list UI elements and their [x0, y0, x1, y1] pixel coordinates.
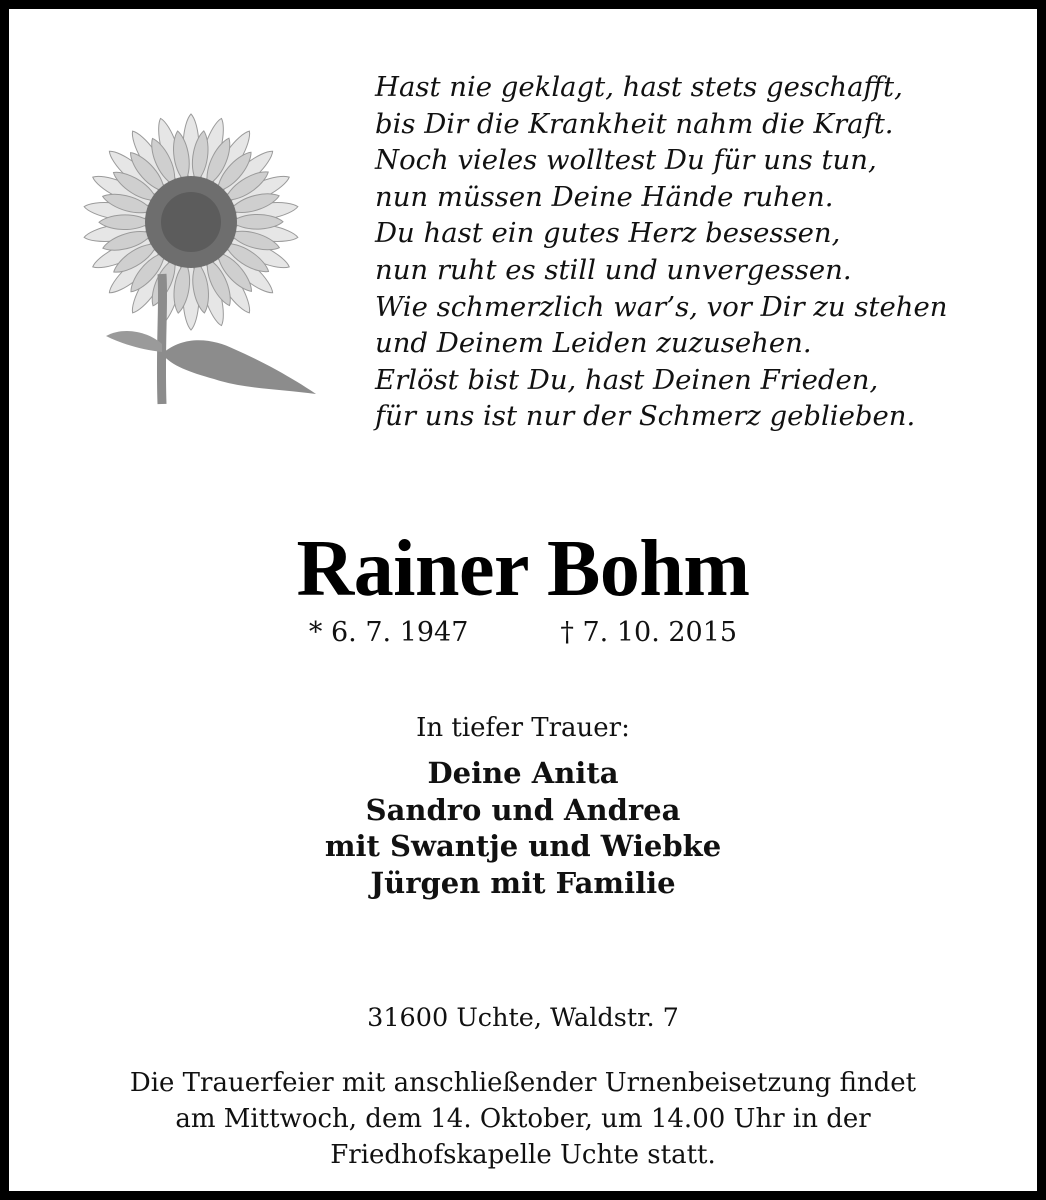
- poem-line: bis Dir die Krankheit nahm die Kraft.: [375, 107, 894, 140]
- poem-line: Hast nie geklagt, hast stets geschafft,: [375, 71, 903, 103]
- funeral-line: am Mittwoch, dem 14. Oktober, um 14.00 Uhr in der: [175, 1104, 871, 1134]
- funeral-info: [39, 1065, 1007, 1173]
- funeral-line: Die Trauerfeier mit anschließender Urnenbeisetzung findet: [129, 1068, 917, 1098]
- poem-line: Erlöst bist Du, hast Deinen Frieden,: [375, 363, 879, 396]
- deceased-name: Rainer Bohm: [296, 525, 750, 613]
- funeral-line: Friedhofskapelle Uchte statt.: [330, 1140, 716, 1170]
- poem-line: Du hast ein gutes Herz besessen,: [375, 217, 841, 250]
- poem-line: Noch vieles wolltest Du für uns tun,: [375, 144, 877, 177]
- sunflower-leaf-left: [106, 331, 162, 352]
- sunflower-center-inner: [161, 192, 221, 252]
- poem-line: und Deinem Leiden zuzusehen.: [375, 327, 812, 360]
- sunflower-icon: [64, 104, 324, 409]
- life-dates: [9, 613, 1037, 653]
- mourner: Sandro und Andrea: [365, 792, 681, 827]
- family-address: 31600 Uchte, Waldstr. 7: [367, 1003, 679, 1033]
- sunflower-stem: [161, 274, 162, 404]
- birth-date: * 6. 7. 1947: [308, 617, 469, 648]
- poem: [375, 69, 1035, 435]
- mourner: Deine Anita: [427, 756, 619, 790]
- mourning-intro: In tiefer Trauer:: [416, 713, 630, 743]
- poem-line: Wie schmerzlich war’s, vor Dir zu stehen: [375, 290, 948, 323]
- sunflower-leaf-right: [162, 340, 316, 394]
- poem-line: für uns ist nur der Schmerz geblieben.: [375, 400, 916, 433]
- mourner: Jürgen mit Familie: [370, 865, 676, 900]
- mourner: mit Swantje und Wiebke: [324, 829, 722, 863]
- death-date: † 7. 10. 2015: [560, 617, 738, 648]
- poem-line: nun müssen Deine Hände ruhen.: [375, 180, 834, 213]
- mourners-list: [9, 755, 1037, 901]
- poem-line: nun ruht es still und unvergessen.: [375, 253, 852, 286]
